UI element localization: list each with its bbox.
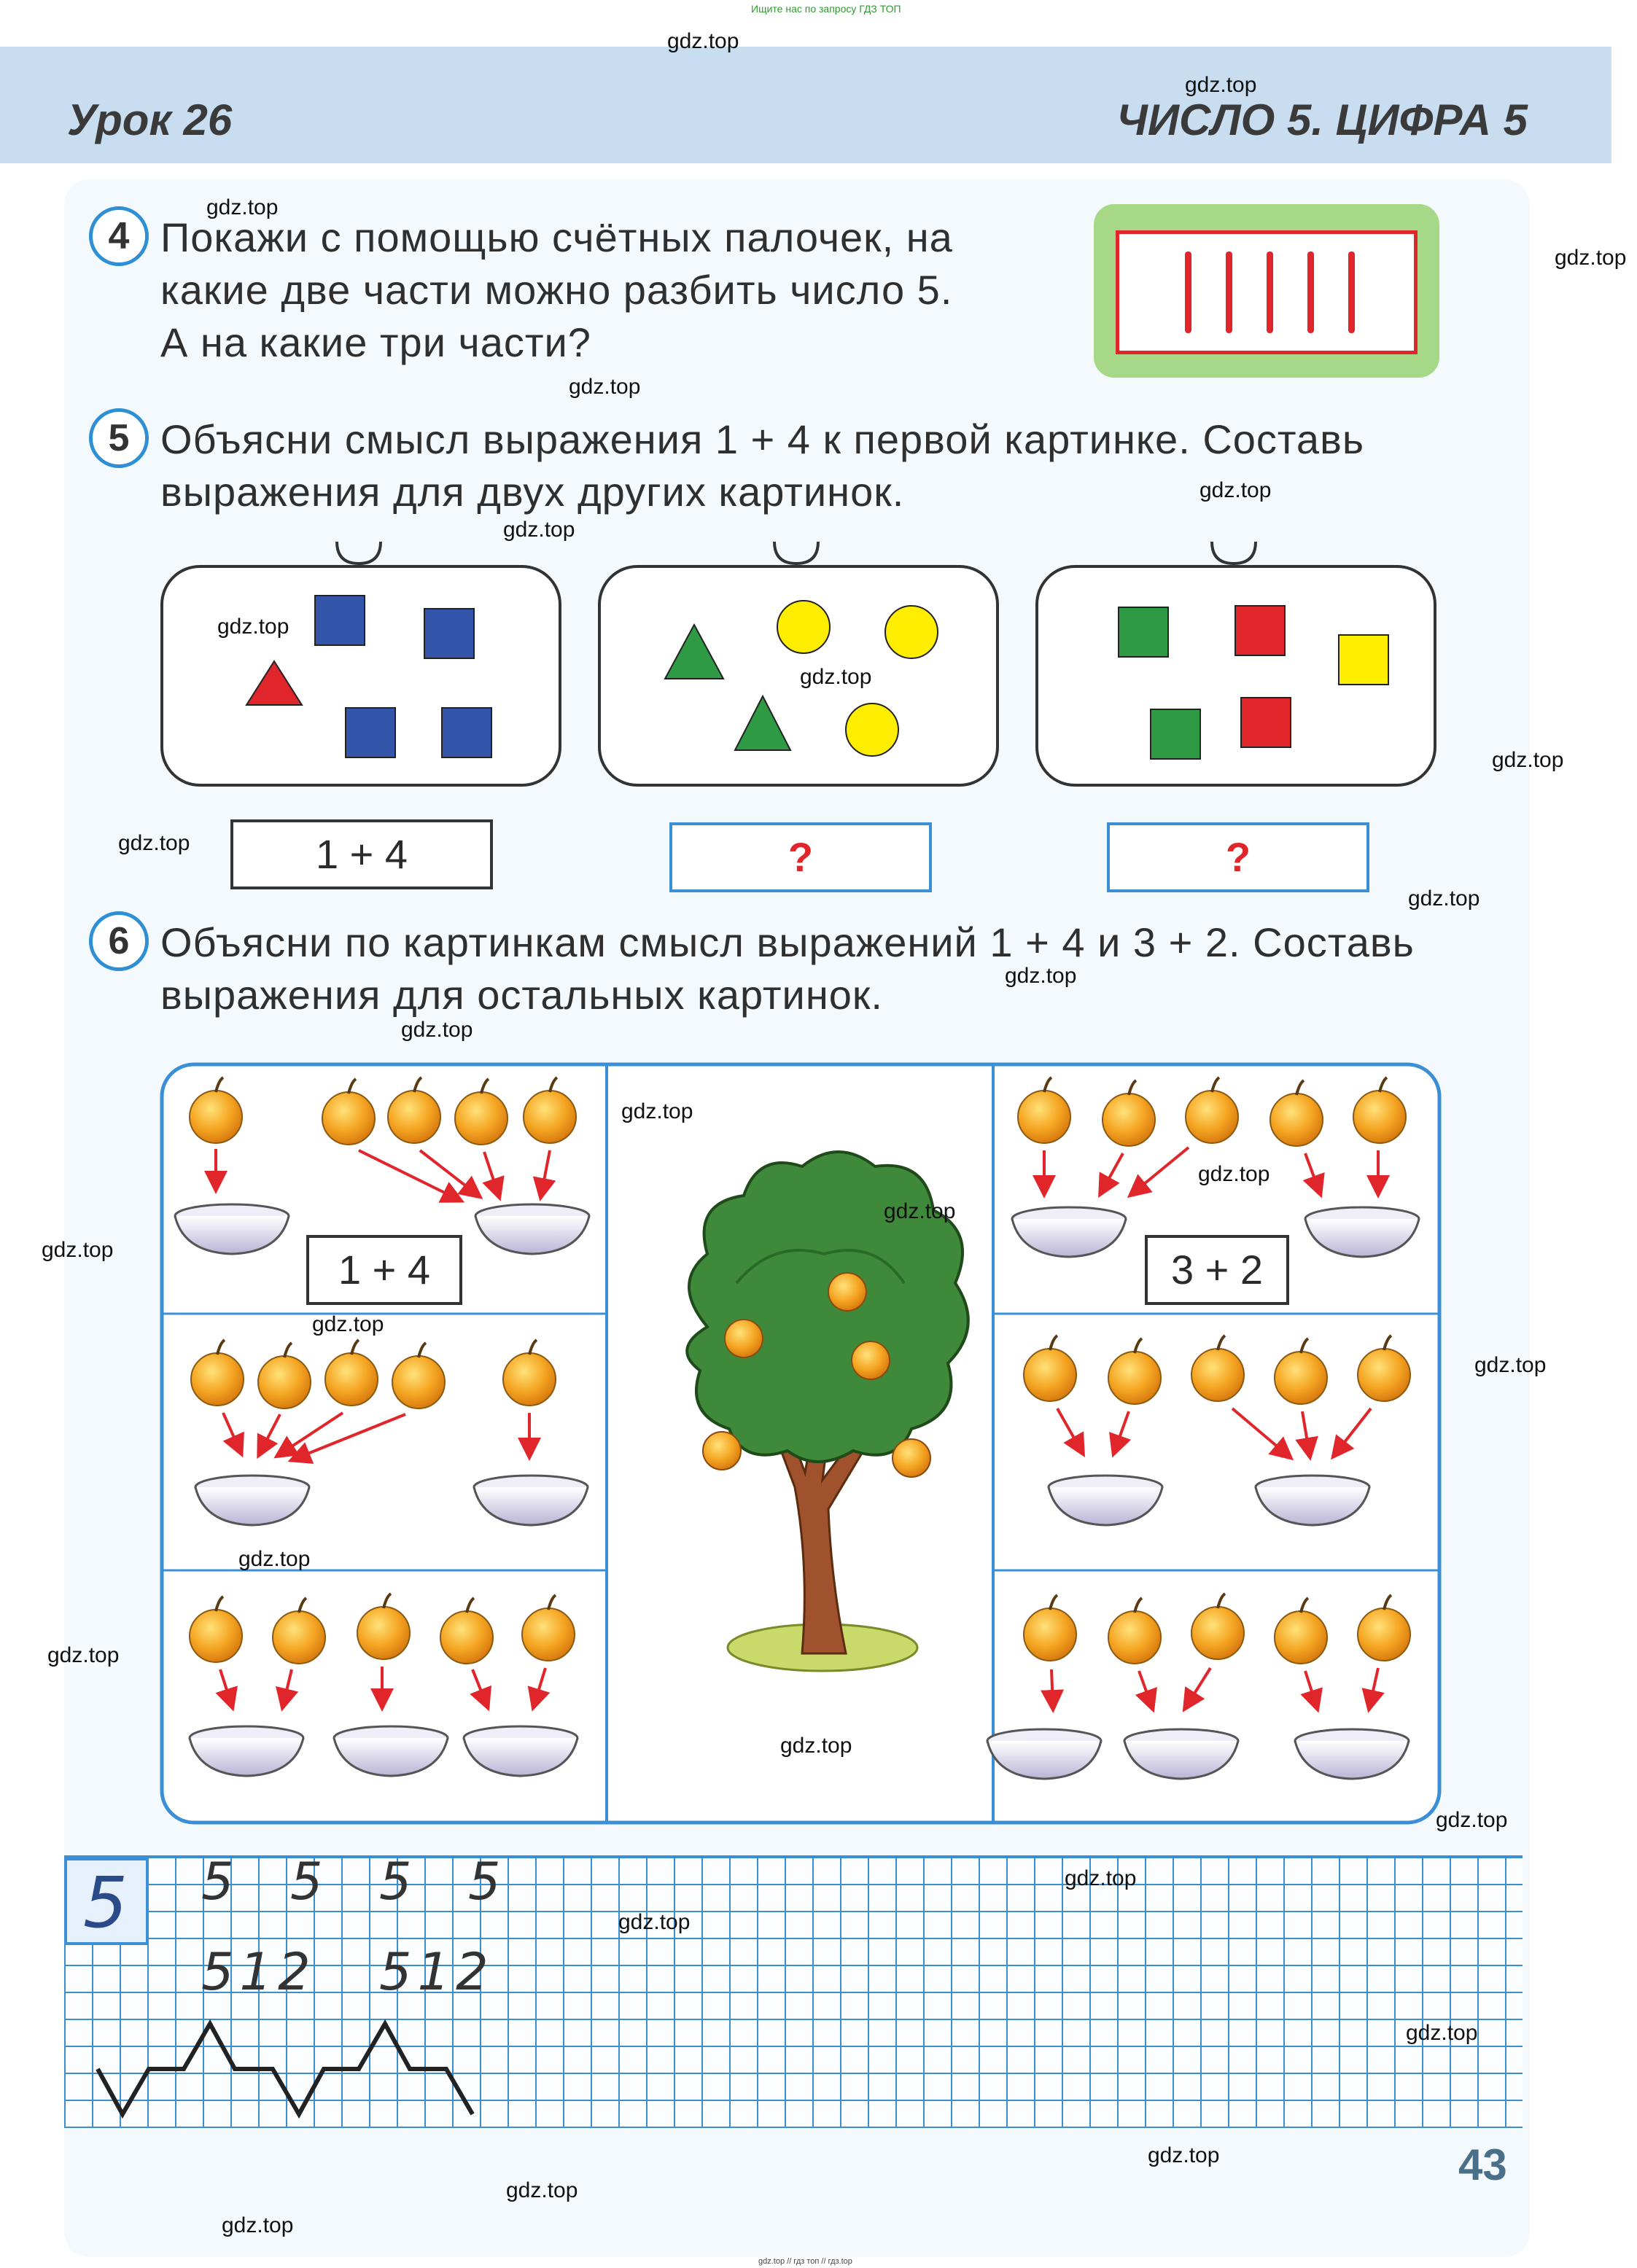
watermark: gdz.top [1436,1808,1508,1832]
watermark: gdz.top [1148,2143,1220,2167]
watermark: gdz.top [506,2178,578,2202]
watermark: gdz.top [621,1099,693,1123]
task-4-line-2: какие две части можно разбить число 5. [160,267,953,313]
watermark: gdz.top [884,1199,956,1223]
watermark: gdz.top [1492,748,1564,772]
watermark: gdz.top [217,615,289,639]
practice-5-3: 5 [379,1852,412,1912]
answer-box-2[interactable]: ? [669,822,932,892]
practice-5-2: 5 [290,1852,323,1912]
task-6-number: 6 [89,911,149,971]
watermark: gdz.top [401,1018,473,1042]
practice-5-4: 5 [468,1852,501,1912]
watermark: gdz.top [206,195,279,219]
lesson-title: Урок 26 [67,96,233,144]
label-1-plus-4: 1 + 4 [306,1235,462,1305]
watermark: gdz.top [1199,478,1272,502]
digit-sample: 5 [83,1862,128,1944]
answer-box-1: 1 + 4 [230,819,493,889]
watermark: gdz.top [1065,1866,1137,1890]
watermark: gdz.top [618,1910,691,1934]
watermark: gdz.top [1198,1162,1270,1186]
watermark: gdz.top [780,1734,852,1758]
label-3-plus-2: 3 + 2 [1145,1235,1289,1305]
watermark: gdz.top [238,1547,311,1571]
task-5-line-2: выражения для двух других картинок. [160,469,905,515]
practice-5-1: 5 [201,1852,234,1912]
watermark: gdz.top [118,831,190,855]
watermark: gdz.top [1408,886,1480,911]
watermark: gdz.top [1406,2021,1478,2045]
topic-title: ЧИСЛО 5. ЦИФРА 5 [1116,96,1528,144]
watermark: gdz.top [222,2213,294,2237]
watermark: gdz.top [1185,73,1257,97]
watermark: gdz.top [1005,964,1077,988]
watermark: gdz.top [800,665,872,689]
watermark: gdz.top [42,1238,114,1262]
answer-box-3[interactable]: ? [1107,822,1369,892]
watermark: gdz.top [569,375,641,399]
task-5-number: 5 [89,408,149,468]
task-6-line-1: Объясни по картинкам смысл выражений 1 + 4 и 3 + 2. Составь [160,919,1415,965]
task-4-line-3: А на какие три части? [160,319,591,365]
watermark: gdz.top [1474,1353,1547,1377]
task-5-line-1: Объясни смысл выражения 1 + 4 к первой картинке. Составь [160,416,1364,462]
top-watermark: Ищите нас по запросу ГДЗ ТОП [751,3,901,15]
page-number: 43 [1458,2140,1507,2189]
practice-512-1: 512 [201,1942,316,2002]
watermark: gdz.top [312,1312,384,1336]
task-6-line-2: выражения для остальных картинок. [160,972,883,1018]
watermark: gdz.top [1555,246,1627,270]
watermark: gdz.top [503,518,575,542]
task-4-number: 4 [89,206,149,266]
bottom-watermark: gdz.top // гдз топ // гдз.top [758,2257,852,2266]
task-4-line-1: Покажи с помощью счётных палочек, на [160,214,953,260]
practice-512-2: 512 [379,1942,494,2002]
watermark: gdz.top [47,1643,120,1667]
watermark: gdz.top [667,29,739,53]
